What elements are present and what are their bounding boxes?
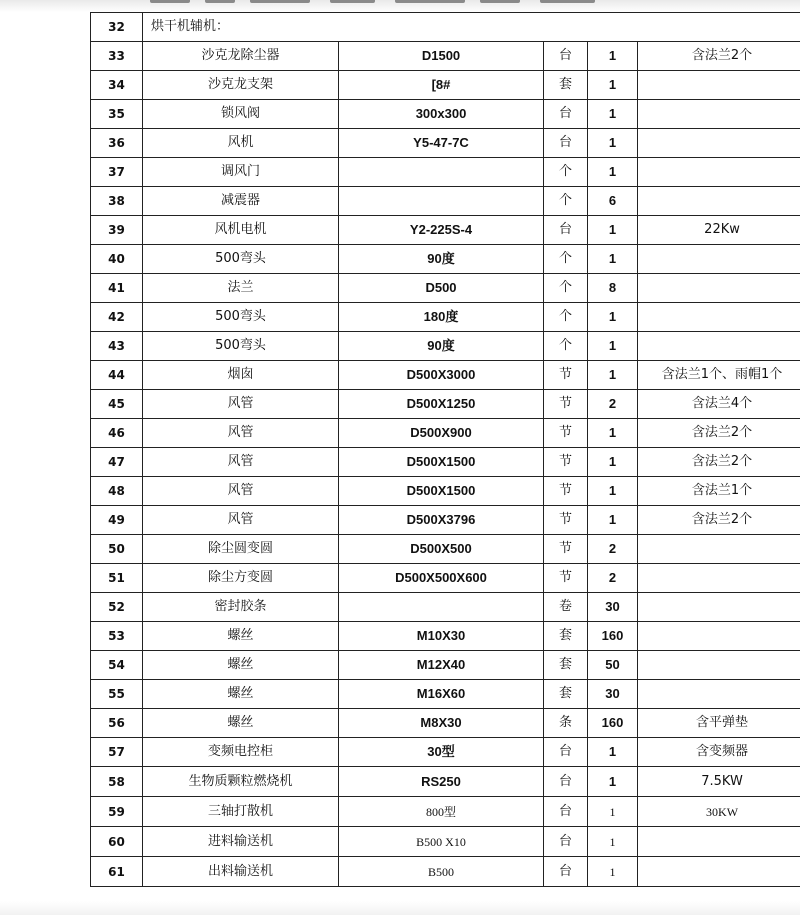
item-name: 螺丝 xyxy=(143,680,339,709)
item-name: 螺丝 xyxy=(143,651,339,680)
item-unit: 台 xyxy=(544,738,588,767)
table-row xyxy=(91,100,800,129)
item-quantity: 30 xyxy=(588,593,638,622)
item-quantity: 160 xyxy=(588,622,638,651)
item-note xyxy=(638,129,800,158)
item-spec: [8# xyxy=(339,71,544,100)
item-note: 含法兰2个 xyxy=(638,448,800,477)
item-note: 含平弹垫 xyxy=(638,709,800,738)
item-number: 52 xyxy=(91,593,143,622)
item-spec: D500X1500 xyxy=(339,448,544,477)
item-quantity: 1 xyxy=(588,827,638,857)
table-row xyxy=(91,448,800,477)
item-unit: 套 xyxy=(544,651,588,680)
item-quantity: 1 xyxy=(588,71,638,100)
section-number: 32 xyxy=(91,13,143,42)
item-spec: D500X500X600 xyxy=(339,564,544,593)
item-name: 沙克龙除尘器 xyxy=(143,42,339,71)
item-name: 沙克龙支架 xyxy=(143,71,339,100)
item-unit: 节 xyxy=(544,477,588,506)
item-quantity: 1 xyxy=(588,42,638,71)
item-name: 500弯头 xyxy=(143,245,339,274)
item-quantity: 1 xyxy=(588,158,638,187)
item-number: 36 xyxy=(91,129,143,158)
item-number: 39 xyxy=(91,216,143,245)
item-spec: 90度 xyxy=(339,245,544,274)
item-note xyxy=(638,303,800,332)
table-row xyxy=(91,738,800,767)
table-row xyxy=(91,419,800,448)
item-spec: 30型 xyxy=(339,738,544,767)
item-number: 47 xyxy=(91,448,143,477)
item-spec: Y5-47-7C xyxy=(339,129,544,158)
item-spec: M8X30 xyxy=(339,709,544,738)
item-unit: 个 xyxy=(544,303,588,332)
item-quantity: 1 xyxy=(588,303,638,332)
item-note xyxy=(638,158,800,187)
item-note: 含变频器 xyxy=(638,738,800,767)
item-spec: D500X500 xyxy=(339,535,544,564)
item-quantity: 50 xyxy=(588,651,638,680)
item-quantity: 160 xyxy=(588,709,638,738)
table-row xyxy=(91,827,800,857)
item-name: 风管 xyxy=(143,477,339,506)
item-number: 43 xyxy=(91,332,143,361)
table-row xyxy=(91,767,800,797)
item-name: 烟囱 xyxy=(143,361,339,390)
item-spec: M10X30 xyxy=(339,622,544,651)
item-note xyxy=(638,564,800,593)
item-note: 含法兰2个 xyxy=(638,42,800,71)
item-note xyxy=(638,651,800,680)
table-row xyxy=(91,274,800,303)
item-name: 三轴打散机 xyxy=(143,797,339,827)
item-note xyxy=(638,187,800,216)
item-quantity: 1 xyxy=(588,797,638,827)
item-spec xyxy=(339,593,544,622)
item-quantity: 1 xyxy=(588,738,638,767)
item-spec: D500 xyxy=(339,274,544,303)
item-spec: B500 X10 xyxy=(339,827,544,857)
item-number: 35 xyxy=(91,100,143,129)
item-quantity: 1 xyxy=(588,506,638,535)
item-spec xyxy=(339,187,544,216)
item-unit: 节 xyxy=(544,361,588,390)
item-unit: 节 xyxy=(544,448,588,477)
table-row xyxy=(91,564,800,593)
item-spec: D500X1250 xyxy=(339,390,544,419)
item-number: 58 xyxy=(91,767,143,797)
item-note xyxy=(638,274,800,303)
item-spec: M12X40 xyxy=(339,651,544,680)
item-note xyxy=(638,100,800,129)
item-note: 含法兰1个、雨帽1个 xyxy=(638,361,800,390)
item-spec: D1500 xyxy=(339,42,544,71)
item-number: 54 xyxy=(91,651,143,680)
item-quantity: 2 xyxy=(588,390,638,419)
item-number: 33 xyxy=(91,42,143,71)
table-body xyxy=(91,13,800,887)
item-name: 风机 xyxy=(143,129,339,158)
equipment-list-table xyxy=(90,12,800,887)
item-name: 生物质颗粒燃烧机 xyxy=(143,767,339,797)
item-note xyxy=(638,245,800,274)
item-name: 密封胶条 xyxy=(143,593,339,622)
item-note xyxy=(638,593,800,622)
item-quantity: 1 xyxy=(588,100,638,129)
item-spec xyxy=(339,158,544,187)
table-row xyxy=(91,506,800,535)
item-quantity: 30 xyxy=(588,680,638,709)
item-note xyxy=(638,71,800,100)
item-unit: 节 xyxy=(544,535,588,564)
item-spec: 90度 xyxy=(339,332,544,361)
item-number: 37 xyxy=(91,158,143,187)
item-quantity: 2 xyxy=(588,564,638,593)
item-name: 风管 xyxy=(143,390,339,419)
item-unit: 节 xyxy=(544,390,588,419)
item-note: 22Kw xyxy=(638,216,800,245)
item-name: 调风门 xyxy=(143,158,339,187)
item-unit: 节 xyxy=(544,419,588,448)
item-name: 螺丝 xyxy=(143,709,339,738)
item-note: 含法兰1个 xyxy=(638,477,800,506)
table-row xyxy=(91,857,800,887)
item-unit: 台 xyxy=(544,100,588,129)
item-note: 含法兰2个 xyxy=(638,506,800,535)
item-name: 螺丝 xyxy=(143,622,339,651)
item-number: 55 xyxy=(91,680,143,709)
item-spec: RS250 xyxy=(339,767,544,797)
item-note: 7.5KW xyxy=(638,767,800,797)
item-quantity: 1 xyxy=(588,216,638,245)
item-unit: 个 xyxy=(544,332,588,361)
item-number: 42 xyxy=(91,303,143,332)
item-name: 锁风阀 xyxy=(143,100,339,129)
item-unit: 台 xyxy=(544,797,588,827)
table-row xyxy=(91,303,800,332)
table-row xyxy=(91,361,800,390)
item-name: 风管 xyxy=(143,448,339,477)
item-number: 50 xyxy=(91,535,143,564)
item-number: 40 xyxy=(91,245,143,274)
item-spec: D500X900 xyxy=(339,419,544,448)
item-number: 56 xyxy=(91,709,143,738)
item-quantity: 1 xyxy=(588,129,638,158)
item-spec: D500X1500 xyxy=(339,477,544,506)
item-number: 45 xyxy=(91,390,143,419)
item-quantity: 1 xyxy=(588,245,638,274)
table-row xyxy=(91,390,800,419)
item-number: 51 xyxy=(91,564,143,593)
table-row xyxy=(91,187,800,216)
item-note xyxy=(638,332,800,361)
table-row xyxy=(91,158,800,187)
item-spec: D500X3000 xyxy=(339,361,544,390)
item-spec: 800型 xyxy=(339,797,544,827)
item-name: 500弯头 xyxy=(143,303,339,332)
item-spec: Y2-225S-4 xyxy=(339,216,544,245)
item-note: 含法兰4个 xyxy=(638,390,800,419)
table-row xyxy=(91,797,800,827)
item-number: 46 xyxy=(91,419,143,448)
section-title: 烘干机辅机： xyxy=(143,13,800,42)
item-unit: 卷 xyxy=(544,593,588,622)
item-unit: 个 xyxy=(544,158,588,187)
item-name: 风管 xyxy=(143,506,339,535)
item-quantity: 8 xyxy=(588,274,638,303)
item-number: 59 xyxy=(91,797,143,827)
item-quantity: 1 xyxy=(588,477,638,506)
page-bottom-edge xyxy=(0,901,800,915)
table-row xyxy=(91,332,800,361)
item-unit: 个 xyxy=(544,187,588,216)
item-unit: 套 xyxy=(544,71,588,100)
item-unit: 节 xyxy=(544,506,588,535)
item-quantity: 2 xyxy=(588,535,638,564)
item-spec: 180度 xyxy=(339,303,544,332)
item-spec: B500 xyxy=(339,857,544,887)
item-unit: 个 xyxy=(544,245,588,274)
item-unit: 台 xyxy=(544,827,588,857)
item-note: 含法兰2个 xyxy=(638,419,800,448)
item-quantity: 1 xyxy=(588,419,638,448)
table-row xyxy=(91,42,800,71)
item-unit: 个 xyxy=(544,274,588,303)
item-number: 48 xyxy=(91,477,143,506)
item-number: 44 xyxy=(91,361,143,390)
item-note: 30KW xyxy=(638,797,800,827)
item-quantity: 1 xyxy=(588,361,638,390)
item-name: 进料输送机 xyxy=(143,827,339,857)
item-name: 风管 xyxy=(143,419,339,448)
item-quantity: 1 xyxy=(588,857,638,887)
item-spec: 300x300 xyxy=(339,100,544,129)
table-row xyxy=(91,680,800,709)
item-note xyxy=(638,535,800,564)
item-quantity: 1 xyxy=(588,448,638,477)
item-number: 34 xyxy=(91,71,143,100)
table-row xyxy=(91,245,800,274)
table-row xyxy=(91,535,800,564)
item-number: 57 xyxy=(91,738,143,767)
item-unit: 台 xyxy=(544,42,588,71)
item-unit: 套 xyxy=(544,680,588,709)
item-number: 41 xyxy=(91,274,143,303)
item-note xyxy=(638,680,800,709)
table-row xyxy=(91,216,800,245)
item-unit: 台 xyxy=(544,767,588,797)
item-unit: 台 xyxy=(544,216,588,245)
item-name: 法兰 xyxy=(143,274,339,303)
item-quantity: 6 xyxy=(588,187,638,216)
table-row xyxy=(91,129,800,158)
table-row xyxy=(91,477,800,506)
item-note xyxy=(638,622,800,651)
item-note xyxy=(638,857,800,887)
item-unit: 套 xyxy=(544,622,588,651)
item-quantity: 1 xyxy=(588,767,638,797)
item-name: 减震器 xyxy=(143,187,339,216)
item-name: 除尘圆变圆 xyxy=(143,535,339,564)
item-name: 变频电控柜 xyxy=(143,738,339,767)
item-note xyxy=(638,827,800,857)
item-unit: 节 xyxy=(544,564,588,593)
item-unit: 条 xyxy=(544,709,588,738)
item-number: 61 xyxy=(91,857,143,887)
table-row xyxy=(91,651,800,680)
item-number: 53 xyxy=(91,622,143,651)
section-row xyxy=(91,13,800,42)
table-row xyxy=(91,622,800,651)
item-spec: D500X3796 xyxy=(339,506,544,535)
item-unit: 台 xyxy=(544,129,588,158)
item-name: 除尘方变圆 xyxy=(143,564,339,593)
item-name: 风机电机 xyxy=(143,216,339,245)
item-spec: M16X60 xyxy=(339,680,544,709)
item-unit: 台 xyxy=(544,857,588,887)
cropped-previous-row xyxy=(0,0,800,12)
item-quantity: 1 xyxy=(588,332,638,361)
table-row xyxy=(91,71,800,100)
table-row xyxy=(91,593,800,622)
item-number: 38 xyxy=(91,187,143,216)
table-row xyxy=(91,709,800,738)
item-name: 出料输送机 xyxy=(143,857,339,887)
item-name: 500弯头 xyxy=(143,332,339,361)
item-number: 60 xyxy=(91,827,143,857)
item-number: 49 xyxy=(91,506,143,535)
